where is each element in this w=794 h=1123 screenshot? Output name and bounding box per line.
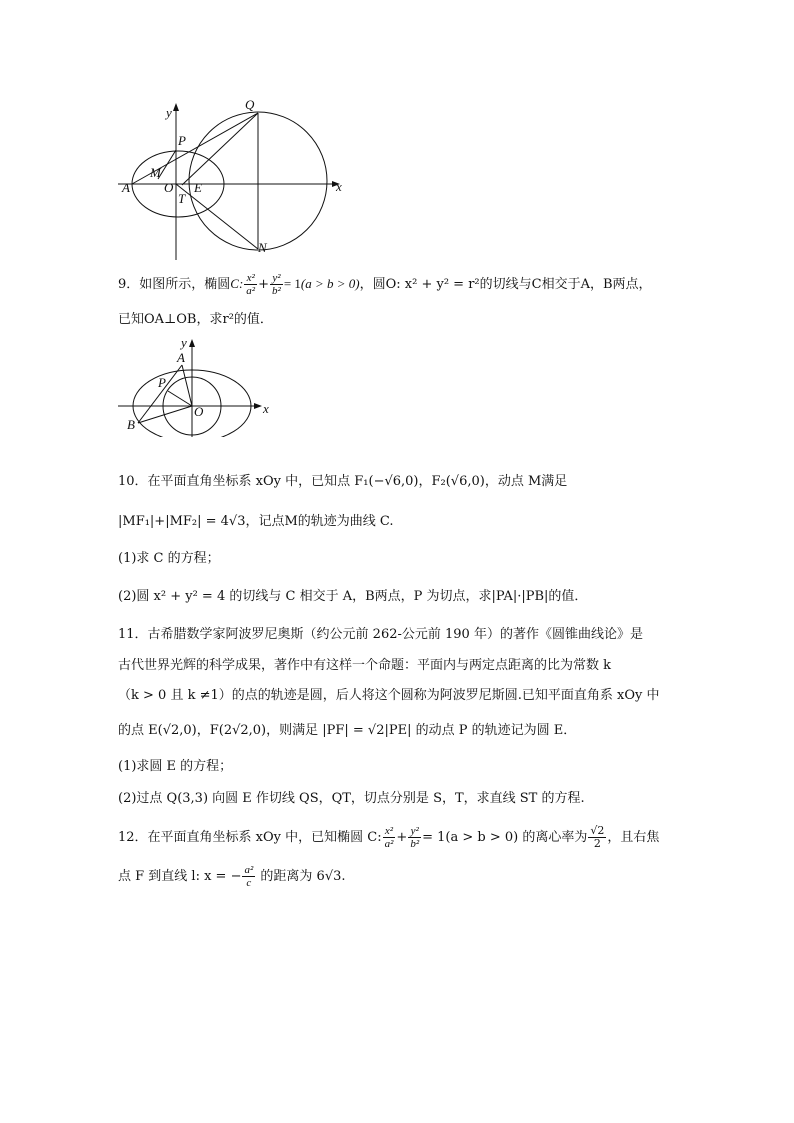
- label-T: T: [178, 191, 186, 206]
- q10-part1: (1)求 C 的方程；: [118, 551, 220, 566]
- y-axis-arrow: [189, 339, 195, 347]
- q9-number: 9．: [118, 277, 140, 292]
- segment-O-B: [138, 406, 192, 423]
- q11-line1: 11．古希腊数学家阿波罗尼奥斯（约公元前 262-公元前 190 年）的著作《圆锥曲线论》是: [118, 627, 643, 642]
- q10-line1: 10．在平面直角坐标系 xOy 中，已知点 F₁(−√6,0)，F₂(√6,0)，动点 M满足: [118, 474, 568, 489]
- label-P: P: [178, 133, 186, 148]
- q11-part1: (1)求圆 E 的方程；: [118, 759, 233, 774]
- q11-line2: 古代世界光辉的科学成果，著作中有这样一个命题：平面内与两定点距离的比为常数 k: [118, 658, 612, 673]
- q12-line2: 点 F 到直线 l: x = − $\frac{\text{a²}}{c}$ 的距离为 6√3.: [118, 864, 346, 889]
- label-A: A: [177, 350, 185, 365]
- q10-line2: |MF₁|+|MF₂| = 4√3，记点M的轨迹为曲线 C.: [118, 514, 394, 529]
- label-O: O: [194, 404, 204, 419]
- segment-O-A: [182, 365, 192, 406]
- label-E: E: [194, 180, 202, 195]
- label-y: y: [181, 337, 187, 350]
- label-P: P: [158, 375, 166, 390]
- label-x: x: [263, 401, 269, 416]
- q11-line3: （k > 0 且 k ≠1）的点的轨迹是圆，后人将这个圆称为阿波罗尼斯圆.已知平面直角系 xOy 中: [118, 688, 660, 703]
- q11-part2: (2)过点 Q(3,3) 向圆 E 作切线 QS，QT，切点分别是 S，T，求直线 ST 的方程.: [118, 791, 585, 806]
- label-Q: Q: [245, 97, 255, 112]
- figure-1: [118, 95, 358, 265]
- x-axis-arrow: [254, 403, 262, 409]
- label-O: O: [164, 180, 174, 195]
- label-A: A: [122, 180, 130, 195]
- label-N: N: [258, 240, 267, 255]
- label-M: M: [150, 165, 161, 180]
- label-y: y: [166, 105, 172, 120]
- label-B: B: [127, 417, 135, 432]
- figure-2: [118, 337, 278, 437]
- q11-line4: 的点 E(√2,0)，F(2√2,0)，则满足 |PF| = √2|PE| 的动点 P 的轨迹记为圆 E．: [118, 723, 577, 738]
- q9-line2: 已知OA⊥OB，求r²的值．: [118, 312, 273, 327]
- label-x: x: [336, 179, 342, 194]
- tangent-A-B: [138, 365, 182, 423]
- q10-part2: (2)圆 x² + y² = 4 的切线与 C 相交于 A，B两点，P 为切点，求|PA|·|PB|的值．: [118, 589, 588, 604]
- q9-line1: 9．如图所示，椭圆C: $\frac{\text{x²}}{\text{a²}}$ + $\frac{\text{y²}}{\text{b²}}$ = 1(a > b > 0)，圆O: x² + y² = r²的切线与C相交于A，B两点，: [118, 272, 652, 297]
- y-axis-arrow: [173, 103, 179, 111]
- q12-line1: 12．在平面直角坐标系 xOy 中，已知椭圆 C: $\frac{\text{x²}}{\text{a²}}$ + $\frac{\text{y²}}{\text{b²}}$ = 1(a > b > 0) 的离心率为 $\frac{√2}{2}$ ，且右焦: [118, 824, 660, 850]
